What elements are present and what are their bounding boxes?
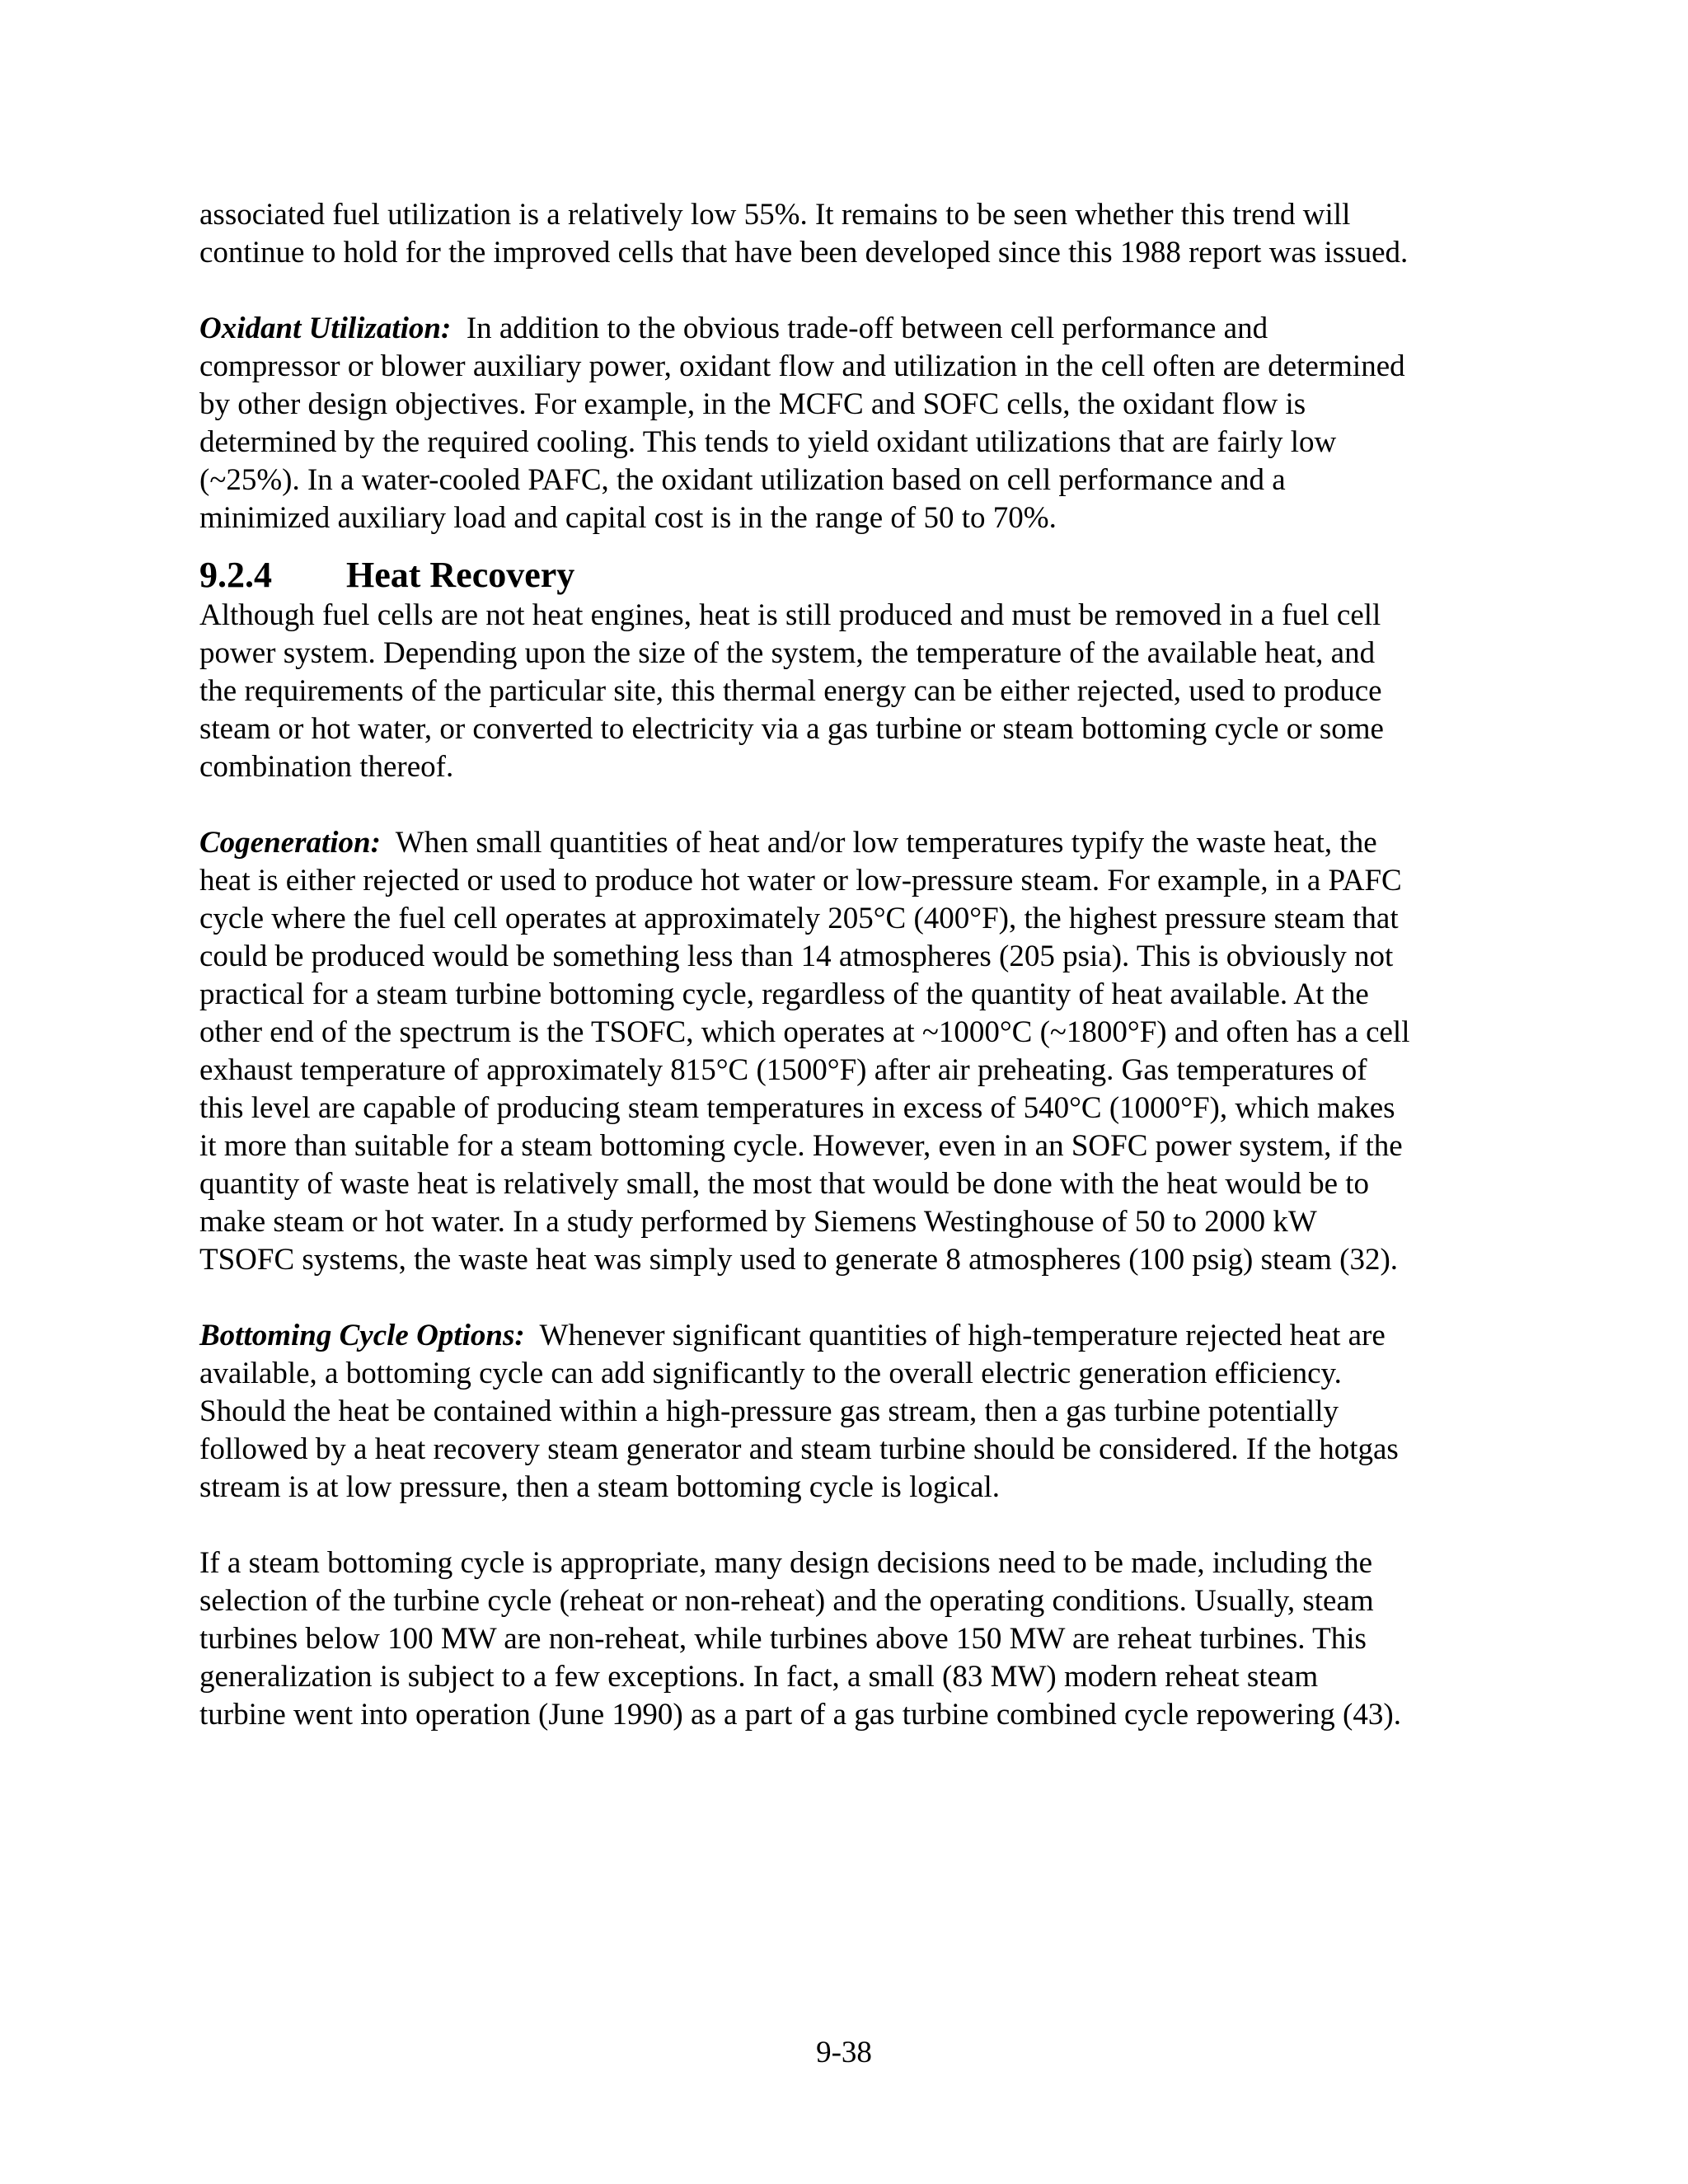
section-heading	[199, 554, 1518, 597]
text-line: continue to hold for the improved cells that have been developed since this 1988 report was issued.	[199, 236, 1409, 269]
run-in-heading: Oxidant Utilization:	[199, 312, 452, 345]
paragraph-gap	[199, 272, 1518, 310]
paragraph-gap	[199, 786, 1518, 824]
text-line: quantity of waste heat is relatively small, the most that would be done with the heat would be to	[199, 1167, 1370, 1201]
text-line: practical for a steam turbine bottoming cycle, regardless of the quantity of heat available. At the	[199, 977, 1369, 1011]
text-line: stream is at low pressure, then a steam bottoming cycle is logical.	[199, 1470, 1000, 1504]
paragraph-bottoming-cycle-options	[199, 1317, 1518, 1507]
paragraph-cogeneration	[199, 824, 1518, 1279]
paragraph-heat-recovery-intro	[199, 597, 1518, 786]
text-line: TSOFC systems, the waste heat was simply used to generate 8 atmospheres (100 psig) steam (32).	[199, 1243, 1399, 1277]
section-number: 9.2.4	[199, 555, 272, 595]
text-line: minimized auxiliary load and capital cost is in the range of 50 to 70%.	[199, 501, 1057, 535]
text-line: available, a bottoming cycle can add significantly to the overall electric generation efficiency.	[199, 1357, 1342, 1390]
text-line: by other design objectives. For example, in the MCFC and SOFC cells, the oxidant flow is	[199, 387, 1306, 421]
text-line: combination thereof.	[199, 750, 454, 784]
run-in-heading: Cogeneration:	[199, 826, 381, 860]
text-run: Whenever significant quantities of high-temperature rejected heat are	[524, 1319, 1386, 1352]
text-line: turbines below 100 MW are non-reheat, while turbines above 150 MW are reheat turbines. This	[199, 1622, 1367, 1656]
text-line: exhaust temperature of approximately 815°C (1500°F) after air preheating. Gas temperatures of	[199, 1053, 1367, 1087]
text-line: determined by the required cooling. This tends to yield oxidant utilizations that are fairly low	[199, 425, 1337, 459]
paragraph-fuel-utilization	[199, 196, 1518, 272]
text-line: turbine went into operation (June 1990) as a part of a gas turbine combined cycle repowering (43).	[199, 1698, 1401, 1732]
text-line: compressor or blower auxiliary power, oxidant flow and utilization in the cell often are determined	[199, 349, 1405, 383]
run-in-heading: Bottoming Cycle Options:	[199, 1319, 525, 1352]
section-title: Heat Recovery	[346, 555, 575, 595]
paragraph-gap	[199, 1507, 1518, 1544]
text-line: it more than suitable for a steam bottoming cycle. However, even in an SOFC power system, if the	[199, 1129, 1403, 1163]
paragraph-oxidant-utilization	[199, 310, 1518, 537]
text-line: make steam or hot water. In a study performed by Siemens Westinghouse of 50 to 2000 kW	[199, 1205, 1317, 1239]
document-page	[199, 196, 1518, 1734]
text-line	[199, 824, 1518, 862]
text-line: If a steam bottoming cycle is appropriate, many design decisions need to be made, including the	[199, 1546, 1373, 1580]
text-line: selection of the turbine cycle (reheat or non-reheat) and the operating conditions. Usually, steam	[199, 1584, 1374, 1618]
text-line: Should the heat be contained within a high-pressure gas stream, then a gas turbine potentially	[199, 1394, 1339, 1428]
text-line: followed by a heat recovery steam generator and steam turbine should be considered. If the hotgas	[199, 1432, 1399, 1466]
text-line: (~25%). In a water-cooled PAFC, the oxidant utilization based on cell performance and a	[199, 463, 1286, 497]
text-run: When small quantities of heat and/or low temperatures typify the waste heat, the	[380, 826, 1377, 860]
text-line: power system. Depending upon the size of the system, the temperature of the available heat, and	[199, 636, 1376, 670]
text-line: generalization is subject to a few exceptions. In fact, a small (83 MW) modern reheat steam	[199, 1660, 1319, 1694]
paragraph-gap	[199, 1279, 1518, 1317]
text-line: this level are capable of producing steam temperatures in excess of 540°C (1000°F), which makes	[199, 1091, 1395, 1125]
page-number: 9-38	[816, 2036, 872, 2069]
text-run: In addition to the obvious trade-off between cell performance and	[451, 312, 1268, 345]
text-line: heat is either rejected or used to produce hot water or low-pressure steam. For example, in a PAFC	[199, 864, 1402, 898]
text-line: steam or hot water, or converted to electricity via a gas turbine or steam bottoming cycle or some	[199, 712, 1384, 746]
text-line	[199, 310, 1518, 348]
text-line: could be produced would be something less than 14 atmospheres (205 psia). This is obviously not	[199, 940, 1394, 973]
text-line: cycle where the fuel cell operates at approximately 205°C (400°F), the highest pressure steam that	[199, 902, 1399, 935]
text-line: other end of the spectrum is the TSOFC, which operates at ~1000°C (~1800°F) and often has a cell	[199, 1015, 1410, 1049]
text-line	[199, 1317, 1518, 1355]
text-line: Although fuel cells are not heat engines, heat is still produced and must be removed in a fuel cell	[199, 598, 1381, 632]
paragraph-steam-bottoming-cycle	[199, 1544, 1518, 1734]
text-line: the requirements of the particular site, this thermal energy can be either rejected, used to produce	[199, 674, 1382, 708]
text-line: associated fuel utilization is a relatively low 55%. It remains to be seen whether this trend will	[199, 198, 1351, 232]
